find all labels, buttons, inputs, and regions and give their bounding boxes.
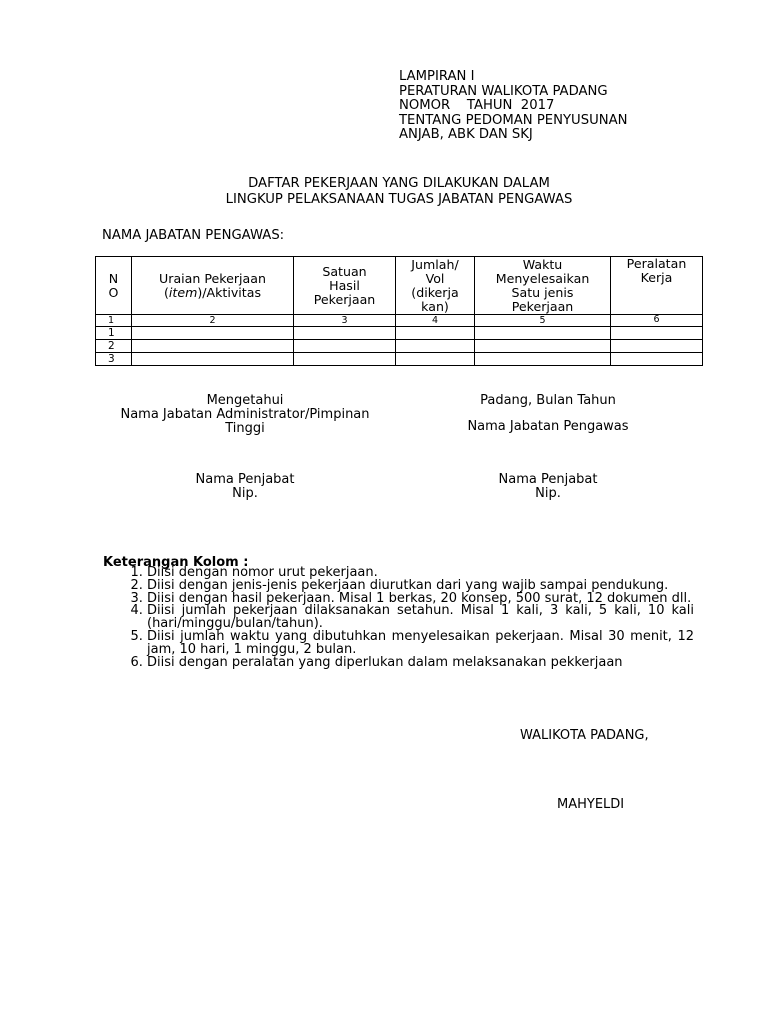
header-satuan: Satuan Hasil Pekerjaan [294,257,396,315]
walikota-label: WALIKOTA PADANG, [520,728,649,743]
header-uraian: Uraian Pekerjaan (item)/Aktivitas [132,257,294,315]
table-cell [294,327,396,340]
row-number: 1 [96,327,132,340]
table-cell [611,327,703,340]
signature-left-name [95,473,395,501]
header-line: LAMPIRAN I [399,69,475,84]
column-number: 3 [294,315,396,327]
left-official-name: Nama Penjabat [195,472,295,487]
left-position-title-cont: Tinggi [225,421,265,436]
header-no: N O [96,257,132,315]
table-cell [294,353,396,366]
list-item: 6. Diisi dengan peralatan yang diperlukan dalam melaksanakan pekkerjaan [147,657,694,670]
document-title-line1: DAFTAR PEKERJAAN YANG DILAKUKAN DALAM [248,176,550,191]
right-official-name: Nama Penjabat [498,472,598,487]
table-cell [475,340,611,353]
signature-right-name [398,473,698,501]
document-title-line2: LINGKUP PELAKSANAAN TUGAS JABATAN PENGAWAS [225,192,573,207]
header-waktu: Waktu Menyelesaikan Satu jenis Pekerjaan [475,257,611,315]
column-number: 1 [96,315,132,327]
signatory-name: MAHYELDI [557,797,625,812]
table-cell [611,353,703,366]
table-cell [294,340,396,353]
column-number: 6 [611,315,703,327]
table-row [96,340,703,353]
right-nip: Nip. [535,486,561,501]
table-cell [396,340,475,353]
list-item: 4. Diisi jumlah pekerjaan dilaksanakan setahun. Misal 1 kali, 3 kali, 5 kali, 10 kali (hari/minggu/bulan/tahun). [147,605,694,631]
table-header-row [96,257,703,315]
right-position-title: Nama Jabatan Pengawas [467,419,629,434]
signature-right-title [398,420,698,434]
signature-left [95,394,395,436]
left-position-title: Nama Jabatan Administrator/Pimpinan [120,407,370,422]
list-item: 5. Diisi jumlah waktu yang dibutuhkan menyelesaikan pekerjaan. Misal 30 menit, 12 jam, 10 hari, 1 minggu, 2 bulan. [147,631,694,657]
table-cell [132,353,294,366]
table-cell [475,327,611,340]
work-list-table [95,256,703,366]
table-cell [396,327,475,340]
mengetahui-label: Mengetahui [206,393,284,408]
column-number: 5 [475,315,611,327]
keterangan-list [103,567,694,669]
header-line: TENTANG PEDOMAN PENYUSUNAN [399,112,628,128]
signature-right [398,394,698,408]
header-block [399,70,628,143]
header-peralatan: Peralatan Kerja [611,257,703,315]
column-number: 2 [132,315,294,327]
list-item: 3. Diisi dengan hasil pekerjaan. Misal 1 berkas, 20 konsep, 500 surat, 12 dokumen dll. [147,593,694,606]
place-date: Padang, Bulan Tahun [480,393,616,408]
table-cell [611,340,703,353]
table-cell [132,340,294,353]
column-number-row [96,315,703,327]
table-row [96,353,703,366]
row-number: 2 [96,340,132,353]
header-line: ANJAB, ABK DAN SKJ [399,127,533,143]
nama-jabatan-label: NAMA JABATAN PENGAWAS: [102,228,285,243]
table-cell [396,353,475,366]
header-line: NOMOR TAHUN 2017 [399,98,555,114]
left-nip: Nip. [232,486,258,501]
header-line: PERATURAN WALIKOTA PADANG [399,83,608,99]
column-number: 4 [396,315,475,327]
table-cell [132,327,294,340]
list-item: 1. Diisi dengan nomor urut pekerjaan. [147,567,694,580]
row-number: 3 [96,353,132,366]
table-cell [475,353,611,366]
table-row [96,327,703,340]
keterangan-title: Keterangan Kolom : [103,555,249,570]
header-jumlah: Jumlah/ Vol (dikerja kan) [396,257,475,315]
list-item: 2. Diisi dengan jenis-jenis pekerjaan diurutkan dari yang wajib sampai pendukung. [147,580,694,593]
